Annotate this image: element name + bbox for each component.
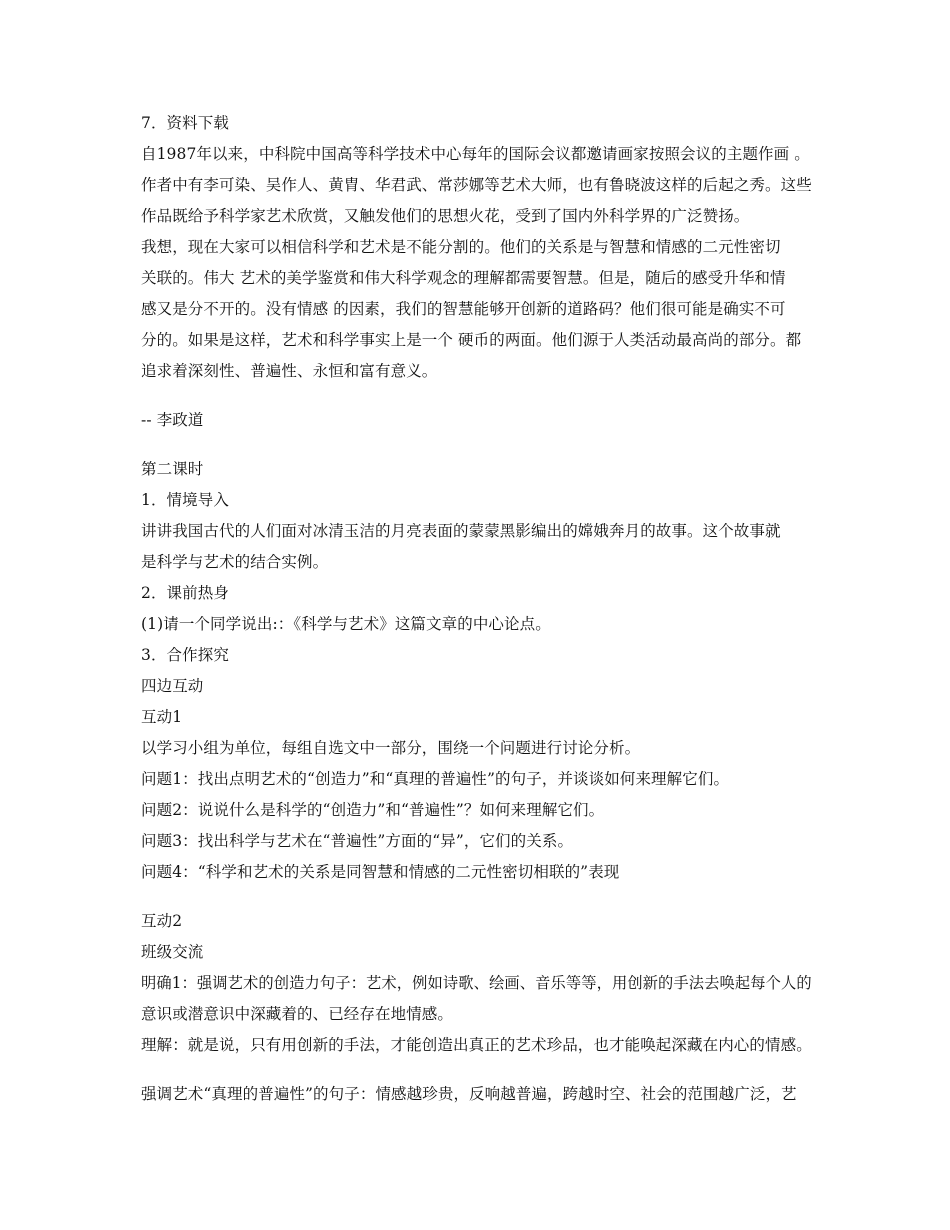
paragraph-line: 感又是分不开的。没有情感 的因素，我们的智慧能够开创新的道路码？他们很可能是确实不可 [141,300,786,318]
question-line: 问题3：找出科学与艺术在“普遍性”方面的“异”，它们的关系。 [141,832,574,850]
paragraph-line: 追求着深刻性、普遍性、永恒和富有意义。 [141,362,438,380]
paragraph-line: 作品既给予科学家艺术欣赏，又触发他们的思想火花，受到了国内外科学界的广泛赞扬。 [141,207,750,225]
lesson-heading: 第二课时 [141,460,204,478]
paragraph-line: 以学习小组为单位，每组自选文中一部分，围绕一个问题进行讨论分析。 [141,739,641,757]
subsection-heading: 互动1 [141,708,183,726]
paragraph-line: 强调艺术“真理的普遍性”的句子：情感越珍贵，反响越普遍，跨越时空、社会的范围越广泛，艺 [141,1085,797,1103]
quote-attribution: -- 李政道 [141,411,204,429]
paragraph-line: 意识或潜意识中深藏着的、已经存在地情感。 [141,1005,454,1023]
paragraph-line: 关联的。伟大 艺术的美学鉴赏和伟大科学观念的理解都需要智慧。但是，随后的感受升华和情 [141,269,786,287]
paragraph-line: 讲讲我国古代的人们面对冰清玉洁的月亮表面的蒙蒙黑影编出的嫦娥奔月的故事。这个故事就 [141,522,781,540]
question-line: 问题4：“科学和艺术的关系是同智慧和情感的二元性密切相联的”表现 [141,863,620,881]
subsection-heading: 四边互动 [141,677,204,695]
section-heading: 1．情境导入 [141,491,229,509]
question-line: 问题2：说说什么是科学的“创造力”和“普遍性”？如何来理解它们。 [141,801,605,819]
section-heading: 3．合作探究 [141,646,229,664]
section-heading: 2．课前热身 [141,584,229,602]
paragraph-line: (1)请一个同学说出:：《科学与艺术》这篇文章的中心论点。 [141,615,551,633]
section-heading-download: 7．资料下载 [141,114,229,132]
paragraph-line: 明确1：强调艺术的创造力句子：艺术，例如诗歌、绘画、音乐等等，用创新的手法去唤起每个人的 [141,974,812,992]
paragraph-line: 理解：就是说，只有用创新的手法，才能创造出真正的艺术珍品，也才能唤起深藏在内心的情感。 [141,1036,812,1054]
subsection-heading: 互动2 [141,912,183,930]
paragraph-line: 自1987年以来，中科院中国高等科学技术中心每年的国际会议都邀请画家按照会议的主题作画 。 [141,145,810,163]
question-line: 问题1：找出点明艺术的“创造力”和“真理的普遍性”的句子，并谈谈如何来理解它们。 [141,770,730,788]
paragraph-line: 是科学与艺术的结合实例。 [141,553,329,571]
paragraph-line: 作者中有李可染、吴作人、黄胄、华君武、常莎娜等艺术大师，也有鲁晓波这样的后起之秀。这些 [141,176,812,194]
paragraph-line: 我想，现在大家可以相信科学和艺术是不能分割的。他们的关系是与智慧和情感的二元性密切 [141,238,781,256]
subsection-heading: 班级交流 [141,943,204,961]
paragraph-line: 分的。如果是这样，艺术和科学事实上是一个 硬币的两面。他们源于人类活动最高尚的部分。都 [141,331,802,349]
